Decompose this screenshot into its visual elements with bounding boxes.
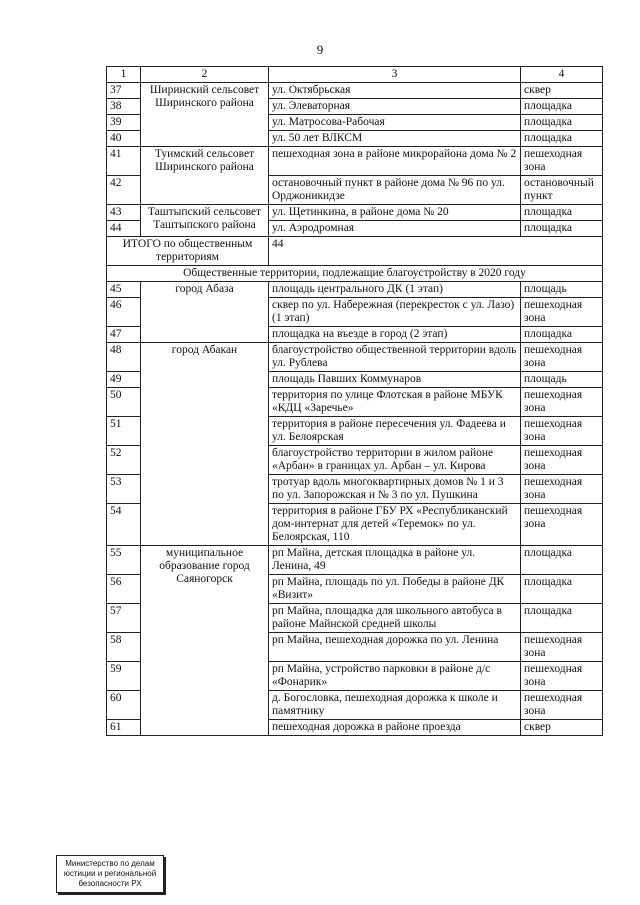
row-type: пешеходная зона — [521, 633, 603, 662]
section-row — [107, 266, 603, 282]
row-type: пешеходная зона — [521, 475, 603, 504]
table-row — [107, 147, 603, 176]
row-location: город Абакан — [141, 343, 269, 546]
ministry-stamp: Министерство по делам юстиции и региональной безопасности РХ — [56, 855, 164, 893]
header-cell: 2 — [141, 67, 269, 83]
row-number: 53 — [107, 475, 141, 504]
row-number: 41 — [107, 147, 141, 176]
row-number: 38 — [107, 99, 141, 115]
row-territory: ул. 50 лет ВЛКСМ — [269, 131, 521, 147]
table-row — [107, 83, 603, 99]
row-territory: д. Богословка, пешеходная дорожка к школе и памятнику — [269, 691, 521, 720]
row-territory: площадь центрального ДК (1 этап) — [269, 282, 521, 298]
row-territory: рп Майна, площадка для школьного автобуса в районе Майнской средней школы — [269, 604, 521, 633]
row-number: 45 — [107, 282, 141, 298]
row-type: площадка — [521, 604, 603, 633]
row-number: 56 — [107, 575, 141, 604]
row-type: сквер — [521, 720, 603, 736]
row-territory: сквер по ул. Набережная (перекресток с ул. Лазо) (1 этап) — [269, 298, 521, 327]
row-type: пешеходная зона — [521, 298, 603, 327]
row-location: Таштыпский сельсовет Таштыпского района — [141, 205, 269, 237]
row-type: площадка — [521, 327, 603, 343]
row-number: 51 — [107, 417, 141, 446]
page-number: 9 — [316, 42, 324, 57]
row-number: 39 — [107, 115, 141, 131]
row-number: 49 — [107, 372, 141, 388]
section-heading: Общественные территории, подлежащие благоустройству в 2020 году — [107, 266, 603, 282]
row-number: 46 — [107, 298, 141, 327]
row-type: площадка — [521, 115, 603, 131]
table-row — [107, 343, 603, 372]
row-territory: территория в районе пересечения ул. Фадеева и ул. Белоярская — [269, 417, 521, 446]
row-type: пешеходная зона — [521, 662, 603, 691]
header-cell: 1 — [107, 67, 141, 83]
row-number: 54 — [107, 504, 141, 546]
row-territory: территория в районе ГБУ РХ «Республиканский дом-интернат для детей «Теремок» по ул. Белоярская, 110 — [269, 504, 521, 546]
row-territory: рп Майна, пешеходная дорожка по ул. Ленина — [269, 633, 521, 662]
row-territory: площадь Павших Коммунаров — [269, 372, 521, 388]
row-type: пешеходная зона — [521, 504, 603, 546]
row-number: 60 — [107, 691, 141, 720]
row-number: 52 — [107, 446, 141, 475]
row-type: площадка — [521, 131, 603, 147]
row-territory: рп Майна, площадь по ул. Победы в районе ДК «Визит» — [269, 575, 521, 604]
row-number: 61 — [107, 720, 141, 736]
row-type: площадь — [521, 282, 603, 298]
row-territory: ул. Матросова-Рабочая — [269, 115, 521, 131]
total-row — [107, 237, 603, 266]
row-territory: ул. Щетинкина, в районе дома № 20 — [269, 205, 521, 221]
row-type: пешеходная зона — [521, 446, 603, 475]
territories-table — [106, 66, 603, 736]
row-territory: благоустройство территории в жилом районе «Арбан» в границах ул. Арбан – ул. Кирова — [269, 446, 521, 475]
row-territory: ул. Элеваторная — [269, 99, 521, 115]
row-location: муниципальное образование город Саяногорск — [141, 546, 269, 736]
table-row — [107, 205, 603, 221]
row-number: 50 — [107, 388, 141, 417]
row-territory: территория по улице Флотская в районе МБУК «КДЦ «Заречье» — [269, 388, 521, 417]
header-cell: 3 — [269, 67, 521, 83]
row-number: 48 — [107, 343, 141, 372]
table-row — [107, 282, 603, 298]
row-number: 57 — [107, 604, 141, 633]
row-type: остановочный пункт — [521, 176, 603, 205]
row-type: пешеходная зона — [521, 388, 603, 417]
row-number: 42 — [107, 176, 141, 205]
table-row — [107, 546, 603, 575]
row-territory: рп Майна, устройство парковки в районе д/с «Фонарик» — [269, 662, 521, 691]
row-territory: остановочный пункт в районе дома № 96 по ул. Орджоникидзе — [269, 176, 521, 205]
row-territory: пешеходная дорожка в районе проезда — [269, 720, 521, 736]
row-type: площадка — [521, 221, 603, 237]
row-type: площадка — [521, 546, 603, 575]
header-row — [107, 67, 603, 83]
row-territory: тротуар вдоль многоквартирных домов № 1 и 3 по ул. Запорожская и № 3 по ул. Пушкина — [269, 475, 521, 504]
row-type: пешеходная зона — [521, 691, 603, 720]
row-territory: ул. Аэродромная — [269, 221, 521, 237]
row-type: пешеходная зона — [521, 147, 603, 176]
row-type: сквер — [521, 83, 603, 99]
row-territory: благоустройство общественной территории вдоль ул. Рублева — [269, 343, 521, 372]
row-number: 58 — [107, 633, 141, 662]
row-territory: ул. Октябрьская — [269, 83, 521, 99]
header-cell: 4 — [521, 67, 603, 83]
row-territory: площадка на въезде в город (2 этап) — [269, 327, 521, 343]
row-number: 40 — [107, 131, 141, 147]
row-number: 43 — [107, 205, 141, 221]
row-type: площадка — [521, 575, 603, 604]
row-type: пешеходная зона — [521, 343, 603, 372]
row-number: 37 — [107, 83, 141, 99]
total-label: ИТОГО по общественным территориям — [107, 237, 269, 266]
row-type: пешеходная зона — [521, 417, 603, 446]
row-location: Туимский сельсовет Ширинского района — [141, 147, 269, 205]
row-type: площадь — [521, 372, 603, 388]
row-number: 47 — [107, 327, 141, 343]
row-location: город Абаза — [141, 282, 269, 343]
row-territory: пешеходная зона в районе микрорайона дома № 2 — [269, 147, 521, 176]
row-number: 59 — [107, 662, 141, 691]
row-type: площадка — [521, 99, 603, 115]
row-location: Ширинский сельсовет Ширинского района — [141, 83, 269, 147]
row-number: 55 — [107, 546, 141, 575]
row-type: площадка — [521, 205, 603, 221]
row-territory: рп Майна, детская площадка в районе ул. Ленина, 49 — [269, 546, 521, 575]
row-number: 44 — [107, 221, 141, 237]
total-value: 44 — [269, 237, 603, 266]
